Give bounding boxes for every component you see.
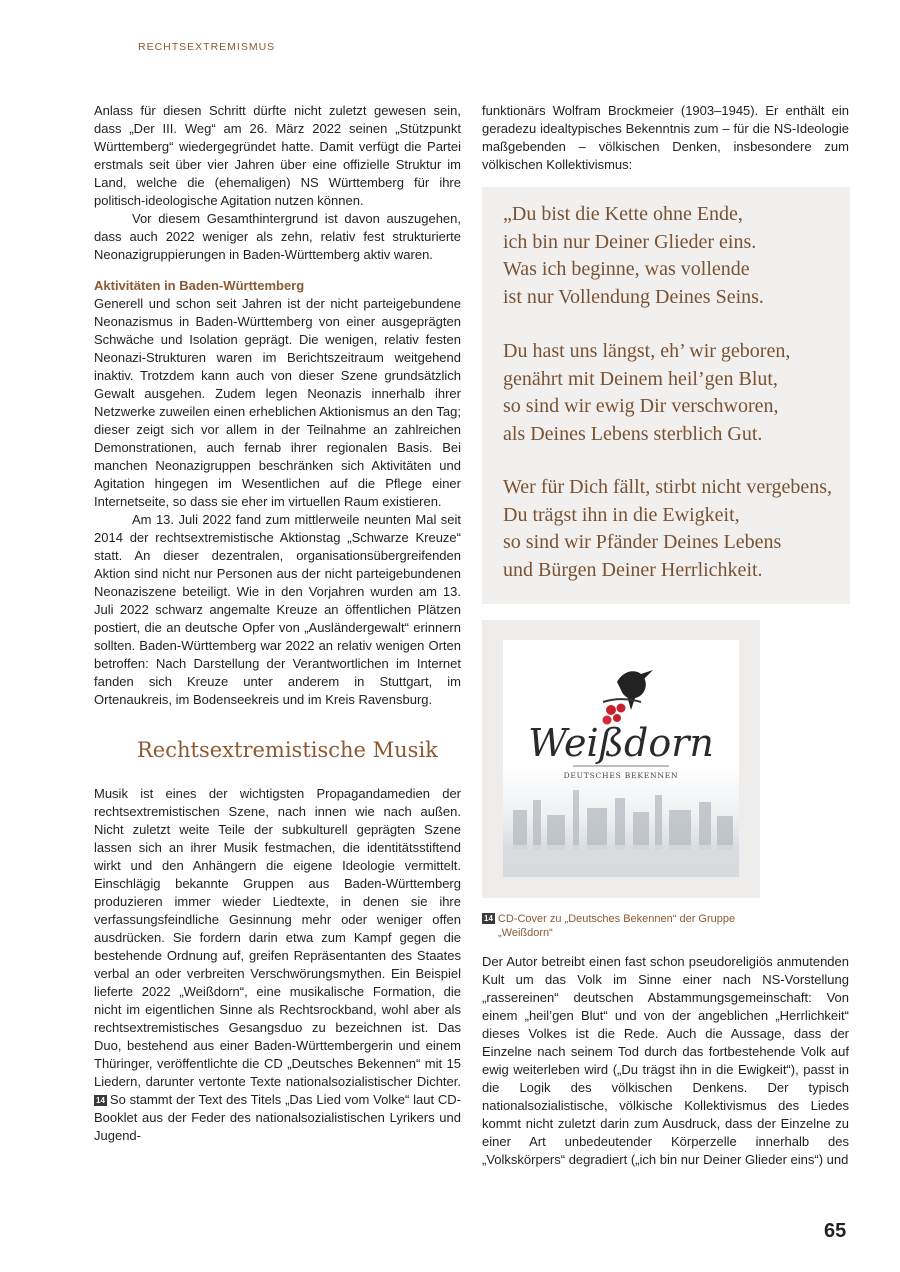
caption-line: CD-Cover zu „Deutsches Bekennen“ der Gruppe xyxy=(497,913,736,925)
right-column-body xyxy=(482,953,849,1169)
poem-line: so sind wir ewig Dir verschworen, xyxy=(503,395,779,417)
cd-cover-artwork xyxy=(503,640,739,877)
section-title: Rechtsextremistische Musik xyxy=(137,738,438,762)
cd-cover-image xyxy=(503,640,739,877)
subheading: Aktivitäten in Baden-Württemberg xyxy=(94,278,305,293)
page-number: 65 xyxy=(824,1220,847,1242)
poem-line: ich bin nur Deiner Glieder eins. xyxy=(503,230,757,253)
poem-line: Was ich beginne, was vollende xyxy=(503,258,750,280)
poem-line: „Du bist die Kette ohne Ende, xyxy=(503,203,743,225)
poem-line: so sind wir Pfänder Deines Lebens xyxy=(503,531,782,553)
band-name-logo: Weißdorn xyxy=(528,721,714,765)
paragraph: Der Autor betreibt einen fast schon pseudoreligiös anmutenden Kult um das Volk im Sinne einer nach NS-Vorstellung „rassereinen“ deutschen Abstammungsgemeinschaft: Von einem „heil’gen Blut“ und von der angeblichen „Herrlichkeit“ dieses Volkes ist die Rede. Auch die Aussage, dass der Einzelne nach seinem Tod durch das fortbestehende Volk auf ewig weiterleben wird („Du trägst ihn in die Ewigkeit“), passt in die Logik des völkischen Denkens. Der typisch nationalsozialistische, völkische Kollektivismus des Liedes kommt nicht zuletzt darin zum Ausdruck, dass der Einzelne zu einer Art unbedeutender Körperzelle innerhalb des „Volkskörpers“ degradiert („ich bin nur Deiner Glieder eins“) und xyxy=(482,954,849,1167)
paragraph: Vor diesem Gesamthintergrund ist davon auszugehen, dass auch 2022 weniger als zehn, relativ fest strukturierte Neonazigruppierungen in Baden-Württemberg aktiv waren. xyxy=(94,211,461,262)
poem-stanza xyxy=(503,201,764,311)
poem-line: als Deines Lebens sterblich Gut. xyxy=(503,422,763,445)
poem-line: Du hast uns längst, eh’ wir geboren, xyxy=(503,340,791,362)
paragraph: funktionärs Wolfram Brockmeier (1903–1945). Er enthält ein geradezu idealtypisches Bekenntnis zum – für die NS-Ideologie maßgebenden – völkischen Denken, insbesondere zum völkischen Kollektivismus: xyxy=(482,103,849,172)
poem-line: und Bürgen Deiner Herrlichkeit. xyxy=(503,558,763,581)
paragraph: Anlass für diesen Schritt dürfte nicht zuletzt gewesen sein, dass „Der III. Weg“ am 26. März 2022 seinen „Stützpunkt Württemberg“ wiedergegründet hatte. Damit verfügt die Partei erstmals seit über vier Jahren über eine offizielle Struktur im Land, welche die (ehemaligen) NS Württemberg für ihre politisch-ideologische Agitation nutzen können. xyxy=(94,103,461,208)
figure-reference-marker: 14 xyxy=(96,1096,105,1105)
poem-stanza xyxy=(503,338,790,448)
paragraph: Generell und schon seit Jahren ist der nicht parteigebundene Neonazismus in Baden-Württemberg von einer ausgeprägten Schwäche und Isolation geprägt. Die wenigen, relativ festen Neonazi-Strukturen waren im Berichtszeitraum weitgehend inaktiv. Trotzdem kann auch von dieser Szene grundsätzlich Gewalt ausgehen. Zudem legen Neonazis innerhalb ihrer Netzwerke zuweilen einen erheblichen Aktionismus an den Tag; dieser zeigt sich vor allem in der Teilnahme an zahlreichen Demonstrationen, auch fernab ihrer regionalen Basis. Bei manchen Neonazigruppen beschränken sich Aktivitäten und Agitation hingegen im Wesentlichen auf die Pflege einer Internetseite, so dass sie eher im virtuellen Raum existieren. xyxy=(94,296,461,509)
album-title-logo: DEUTSCHES BEKENNEN xyxy=(563,771,679,780)
paragraph: Am 13. Juli 2022 fand zum mittlerweile neunten Mal seit 2014 der rechtsextremistische Aktionstag „Schwarze Kreuze“ statt. An dieser dezentralen, organisationsübergreifenden Aktion sind nicht nur Personen aus der nicht parteigebundenen Neonaziszene beteiligt. Wie in den Vorjahren wurden am 13. Juli 2022 schwarz angemalte Kreuze an öffentlichen Plätzen postiert, die an deutsche Opfer von „Ausländergewalt“ erinnern sollten. Baden-Württemberg war 2022 an relativ wenigen Orten betroffen: Nach Darstellung der Verantwortlichen im Internet fanden sich Kreuze unter anderem in Stuttgart, im Ortenaukreis, im Bodenseekreis und im Kreis Ravensburg. xyxy=(94,512,461,707)
right-column-intro xyxy=(482,102,849,174)
paragraph xyxy=(94,785,461,1145)
poem-line: ist nur Vollendung Deines Seins. xyxy=(503,285,764,308)
poem-line: Wer für Dich fällt, stirbt nicht vergebens, xyxy=(503,476,833,498)
left-column xyxy=(94,102,461,1145)
caption-line: „Weißdorn“ xyxy=(498,927,553,939)
poem-quote-box xyxy=(482,187,850,604)
figure-caption xyxy=(482,912,782,940)
poem-stanza xyxy=(503,474,832,584)
paragraph-text: Musik ist eines der wichtigsten Propagandamedien der rechtsextremistischen Szene, nach innen wie nach außen. Nicht zuletzt weite Teile der subkulturell geprägten Szene lassen sich an ihrer Musik festmachen, die identitätsstiftend wirkt und den Anhängern die eigene Ideologie vermittelt. Einschlägig bekannte Gruppen aus Baden-Württemberg produzieren immer wieder Liedtexte, in denen sie ihre verfassungsfeindliche Gesinnung mehr oder weniger offen ausdrücken. Sie fordern darin etwa zum Kampf gegen die bestehende Ordnung auf, greifen Repräsentanten des Staates verbal an oder verbreiten Verschwörungsmythen. Ein Beispiel lieferte 2022 „Weißdorn“, eine musikalische Formation, die nicht im eigentlichen Sinne als Rechtsrockband, wohl aber als rechtsextremistisches Gesangsduo zu bezeichnen ist. Das Duo, bestehend aus einer Baden-Württembergerin und einem Thüringer, veröffentlichte die CD „Deutsches Bekennen“ mit 15 Liedern, darunter vertonte Texte nationalsozialistischer Dichter. xyxy=(94,786,461,1089)
running-title: RECHTSEXTREMISMUS xyxy=(138,41,276,53)
poem-line: Du trägst ihn in die Ewigkeit, xyxy=(503,503,740,526)
cd-cover-figure xyxy=(482,620,760,898)
figure-number-badge: 14 xyxy=(484,914,493,923)
poem-line: genährt mit Deinem heil’gen Blut, xyxy=(503,367,778,390)
paragraph-text: So stammt der Text des Titels „Das Lied vom Volke“ laut CD-Booklet aus der Feder des nationalsozialistischen Lyrikers und Jugend- xyxy=(94,1092,461,1143)
